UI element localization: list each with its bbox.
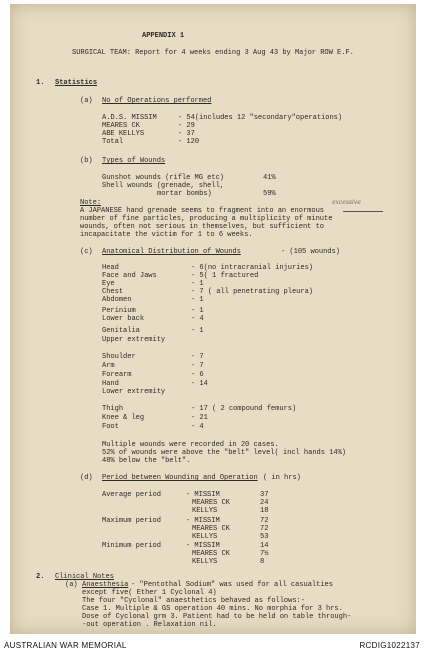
period-hours: 53	[260, 533, 269, 541]
wound-count: - 1	[191, 280, 204, 288]
archive-name: AUSTRALIAN WAR MEMORIAL	[4, 641, 127, 650]
wound-count: - 14	[191, 380, 208, 388]
subsection-d-label: (d)	[80, 474, 93, 482]
wound-count: - 5( 1 fractured	[191, 272, 259, 280]
operation-name: ABE KELLYS	[102, 130, 145, 138]
section-2-number: 2.	[36, 573, 45, 581]
multiple-wounds-line: 52% of wounds were above the "belt" level( incl hands 14%)	[102, 449, 347, 457]
period-station: MEARES CK	[192, 499, 230, 507]
wound-count: - 7 ( all penetrating pleura)	[191, 288, 314, 296]
period-hours: 18	[260, 507, 269, 515]
archive-reference: RCDIG1022137	[359, 641, 420, 650]
wound-site: Abdomen	[102, 296, 132, 304]
multiple-wounds-line: Multiple wounds were recorded in 20 cases.	[102, 441, 279, 449]
handwritten-correction: excessive	[332, 199, 361, 206]
period-hours: 7½	[260, 550, 269, 558]
period-station: KELLYS	[192, 507, 218, 515]
operation-value: - 120	[178, 138, 200, 146]
section-1-number: 1.	[36, 79, 45, 87]
anaesthesia-title: Anaesthesia	[82, 581, 129, 589]
subsection-a2-label: (a)	[65, 581, 78, 589]
wound-count: - 4	[191, 315, 204, 323]
shell-wounds-percent: 59%	[263, 190, 276, 198]
wound-site: Eye	[102, 280, 115, 288]
wound-site: Perinium	[102, 307, 136, 315]
clinical-note-line: Dose of Cyclonal grm 3. Patient had to be held on table through-	[82, 613, 352, 621]
wound-count: - 1	[191, 327, 204, 335]
wound-site: Foot	[102, 423, 119, 431]
period-station: - MISSIM	[186, 491, 220, 499]
multiple-wounds-line: 48% below the "belt".	[102, 457, 191, 465]
subsection-c-suffix: - (105 wounds)	[281, 248, 340, 256]
subsection-a-label: (a)	[80, 97, 93, 105]
gunshot-wounds-label: Gunshot wounds (rifle MG etc)	[102, 174, 225, 182]
section-1-title: Statistics	[55, 79, 98, 87]
anaesthesia-text: - "Pentothal Sodium" was used for all casualties	[131, 581, 333, 589]
period-label: Maximum period	[102, 517, 161, 525]
clinical-note-line: -out operation . Relaxation nil.	[82, 621, 217, 629]
period-label: Minimum period	[102, 542, 161, 550]
wound-site: Lower extremity	[102, 388, 166, 396]
note-line: wounds, often not serious in themselves, but sufficient to	[80, 223, 325, 231]
operation-name: A.D.S. MISSIM	[102, 114, 157, 122]
operation-name: MEARES CK	[102, 122, 140, 130]
operation-name: Total	[102, 138, 124, 146]
operation-value: - 37	[178, 130, 195, 138]
wound-count: - 21	[191, 414, 208, 422]
wound-site: Forearm	[102, 371, 132, 379]
wound-site: Arm	[102, 362, 115, 370]
period-station: MEARES CK	[192, 550, 230, 558]
wound-site: Lower back	[102, 315, 145, 323]
period-station: KELLYS	[192, 558, 218, 566]
wound-site: Knee & leg	[102, 414, 145, 422]
operation-value: - 54(includes 12 "secondary"operations)	[178, 114, 343, 122]
subsection-a-title: No of Operations performed	[102, 97, 212, 105]
shell-wounds-label: Shell wounds (grenade, shell,	[102, 182, 225, 190]
wound-count: - 7	[191, 353, 204, 361]
document-page	[10, 4, 416, 634]
period-station: MEARES CK	[192, 525, 230, 533]
subsection-b-title: Types of Wounds	[102, 157, 166, 165]
period-hours: 72	[260, 525, 269, 533]
wound-count: - 6	[191, 371, 204, 379]
period-station: - MISSIM	[186, 517, 220, 525]
section-2-title: Clinical Notes	[55, 573, 114, 581]
subsection-c-label: (c)	[80, 248, 93, 256]
wound-count: - 7	[191, 362, 204, 370]
note-line: A JAPANESE hand grenade seems to fragment into an enormous	[80, 207, 325, 215]
wound-count: - 17 ( 2 compound femurs)	[191, 405, 297, 413]
wound-site: Thigh	[102, 405, 124, 413]
wound-count: - 6(no intracranial injuries)	[191, 264, 314, 272]
wound-site: Head	[102, 264, 119, 272]
wound-count: - 1	[191, 296, 204, 304]
wound-site: Genitalia	[102, 327, 140, 335]
note-line: number of fine particles, producing a multiplicity of minute	[80, 215, 333, 223]
report-title: SURGICAL TEAM: Report for 4 weeks ending 3 Aug 43 by Major ROW E.F.	[72, 49, 354, 57]
operation-value: - 29	[178, 122, 195, 130]
gunshot-wounds-percent: 41%	[263, 174, 276, 182]
shell-wounds-label-cont: mortar bombs)	[157, 190, 212, 198]
subsection-b-label: (b)	[80, 157, 93, 165]
wound-count: - 1	[191, 307, 204, 315]
subsection-d-suffix: ( in hrs)	[263, 474, 301, 482]
period-hours: 24	[260, 499, 269, 507]
wound-site: Upper extremity	[102, 336, 166, 344]
note-label: Note:	[80, 199, 102, 207]
wound-site: Shoulder	[102, 353, 136, 361]
period-label: Average period	[102, 491, 161, 499]
period-hours: 8	[260, 558, 265, 566]
period-station: - MISSIM	[186, 542, 220, 550]
period-hours: 14	[260, 542, 269, 550]
wound-count: - 4	[191, 423, 204, 431]
clinical-note-line: Case 1. Multiple & GS operation 40 mins. No morphia for 3 hrs.	[82, 605, 343, 613]
wound-site: Face and Jaws	[102, 272, 157, 280]
period-hours: 72	[260, 517, 269, 525]
archive-footer	[0, 638, 424, 653]
period-hours: 37	[260, 491, 269, 499]
clinical-note-line: The four "Cyclonal" anaesthetics behaved as follows:-	[82, 597, 305, 605]
clinical-note-line: except five( Ether 1 Cyclonal 4)	[82, 589, 217, 597]
subsection-d-title: Period between Wounding and Operation	[102, 474, 258, 482]
appendix-heading: APPENDIX 1	[142, 32, 185, 40]
period-station: KELLYS	[192, 533, 218, 541]
strikethrough	[343, 211, 383, 212]
wound-site: Hand	[102, 380, 119, 388]
note-line: incapacitate the victim for 1 to 6 weeks.	[80, 231, 253, 239]
wound-site: Chest	[102, 288, 124, 296]
subsection-c-title: Anatomical Distribution of Wounds	[102, 248, 241, 256]
